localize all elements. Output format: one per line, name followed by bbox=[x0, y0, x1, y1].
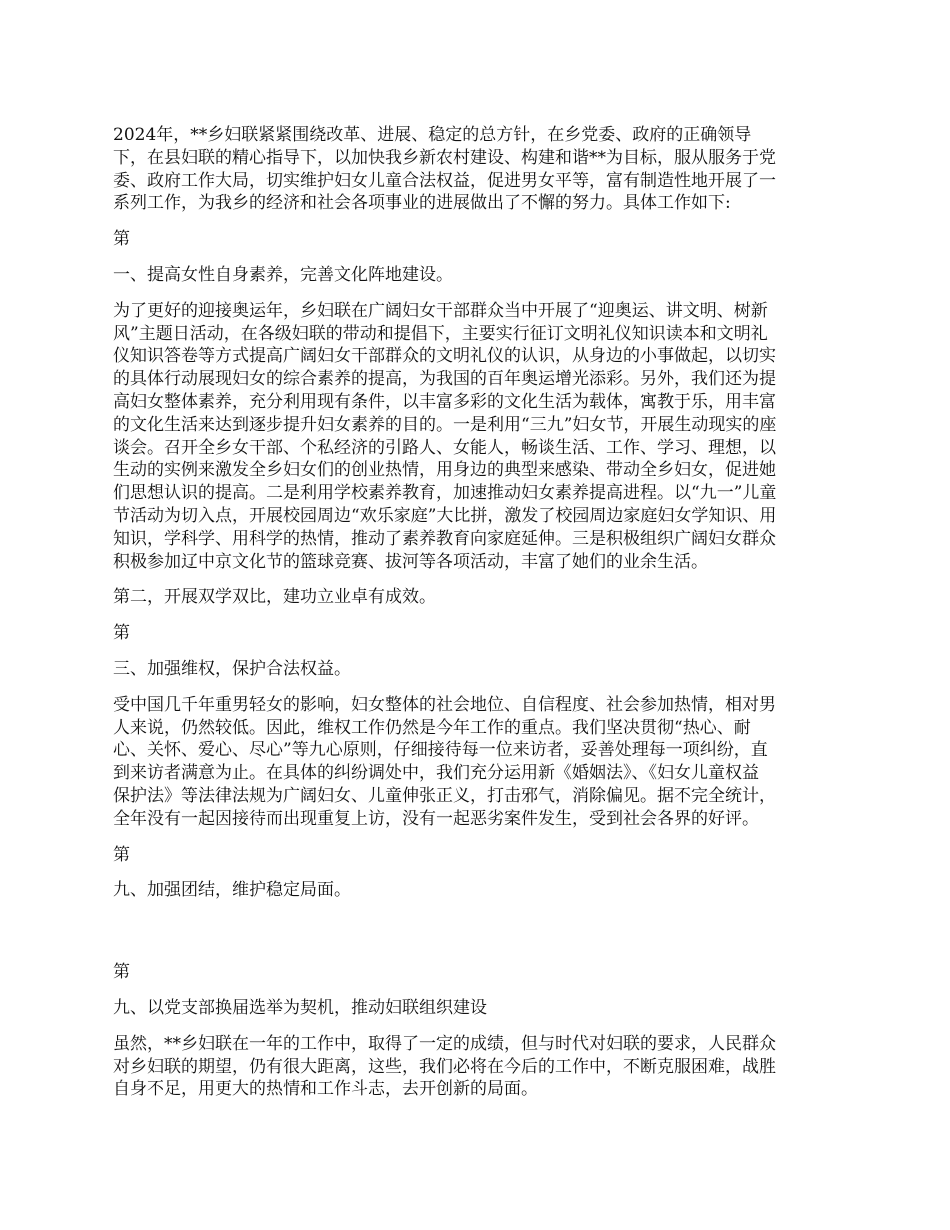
section-heading: 第二，开展双学双比，建功立业卓有成效。 bbox=[113, 587, 436, 608]
document-page bbox=[113, 124, 838, 1114]
section-marker: 第 bbox=[113, 844, 130, 865]
section-heading: 九、以党支部换届选举为契机，推动妇联组织建设 bbox=[113, 997, 487, 1018]
section-marker: 第 bbox=[113, 623, 130, 644]
section-body: 为了更好的迎接奥运年，乡妇联在广阔妇女干部群众当中开展了“迎奥运、讲文明、树新 风”主题日活动，在各级妇联的带动和提倡下，主要实行征订文明礼仪知识读本和文明礼 仪知识答卷等方式提高广阔妇女干部群众的文明礼仪的认识，从身边的小事做起，以切实 的具体行动展现妇女的综合素养的提高，为我国的百年奥运增光添彩。另外，我们还为提 高妇女整体素养，充分利用现有条件，以丰富多彩的文化生活为载体，寓教于乐，用丰富 的文化生活来达到逐步提升妇女素养的目的。一是利用“三九”妇女节，开展生动现实的座 谈会。召开全乡女干部、个私经济的引路人、女能人，畅谈生活、工作、学习、理想，以 生动的实例来激发全乡妇女们的创业热情，用身边的典型来感染、带动全乡妇女，促进她 们思想认识的提高。二是利用学校素养教育，加速推动妇女素养提高进程。以“九一”儿童 节活动为切入点，开展校园周边“欢乐家庭”大比拼，激发了校园周边家庭妇女学知识、用 知识，学科学、用科学的热情，推动了素养教育向家庭延伸。三是积极组织广阔妇女群众 积极参加辽中京文化节的篮球竞赛、拔河等各项活动，丰富了她们的业余生活。 bbox=[113, 300, 777, 572]
intro-paragraph: 2024年，**乡妇联紧紧围绕改革、进展、稳定的总方针，在乡党委、政府的正确领导 下，在县妇联的精心指导下，以加快我乡新农村建设、构建和谐**为目标，服从服务于党 委、政府工作大局，切实维护妇女儿童合法权益，促进男女平等，富有制造性地开展了一 系列工作，为我乡的经济和社会各项事业的进展做出了不懈的努力。具体工作如下: bbox=[113, 125, 776, 214]
section-body: 受中国几千年重男轻女的影响，妇女整体的社会地位、自信程度、社会参加热情，相对男 人来说，仍然较低。因此，维权工作仍然是今年工作的重点。我们坚决贯彻“热心、耐 心、关怀、爱心、尽心”等九心原则，仔细接待每一位来访者，妥善处理每一项纠纷，直 到来访者满意为止。在具体的纠纷调处中，我们充分运用新《婚姻法》、《妇女儿童权益 保护法》等法律法规为广阔妇女、儿童伸张正义，打击邪气，消除偏见。据不完全统计， 全年没有一起因接待而出现重复上访，没有一起恶劣案件发生，受到社会各界的好评。 bbox=[113, 694, 776, 829]
blank-spacer bbox=[113, 915, 838, 961]
closing-paragraph: 虽然，**乡妇联在一年的工作中，取得了一定的成绩，但与时代对妇联的要求，人民群众 对乡妇联的期望，仍有很大距离，这些，我们必将在今后的工作中，不断克服困难，战胜 自身不足，用更大的热情和工作斗志，去开创新的局面。 bbox=[113, 1033, 776, 1100]
section-marker: 第 bbox=[113, 229, 130, 250]
section-heading: 一、提高女性自身素养，完善文化阵地建设。 bbox=[113, 264, 453, 285]
section-heading: 九、加强团结，维护稳定局面。 bbox=[113, 880, 351, 901]
section-marker: 第 bbox=[113, 962, 130, 983]
section-heading: 三、加强维权，保护合法权益。 bbox=[113, 658, 351, 679]
